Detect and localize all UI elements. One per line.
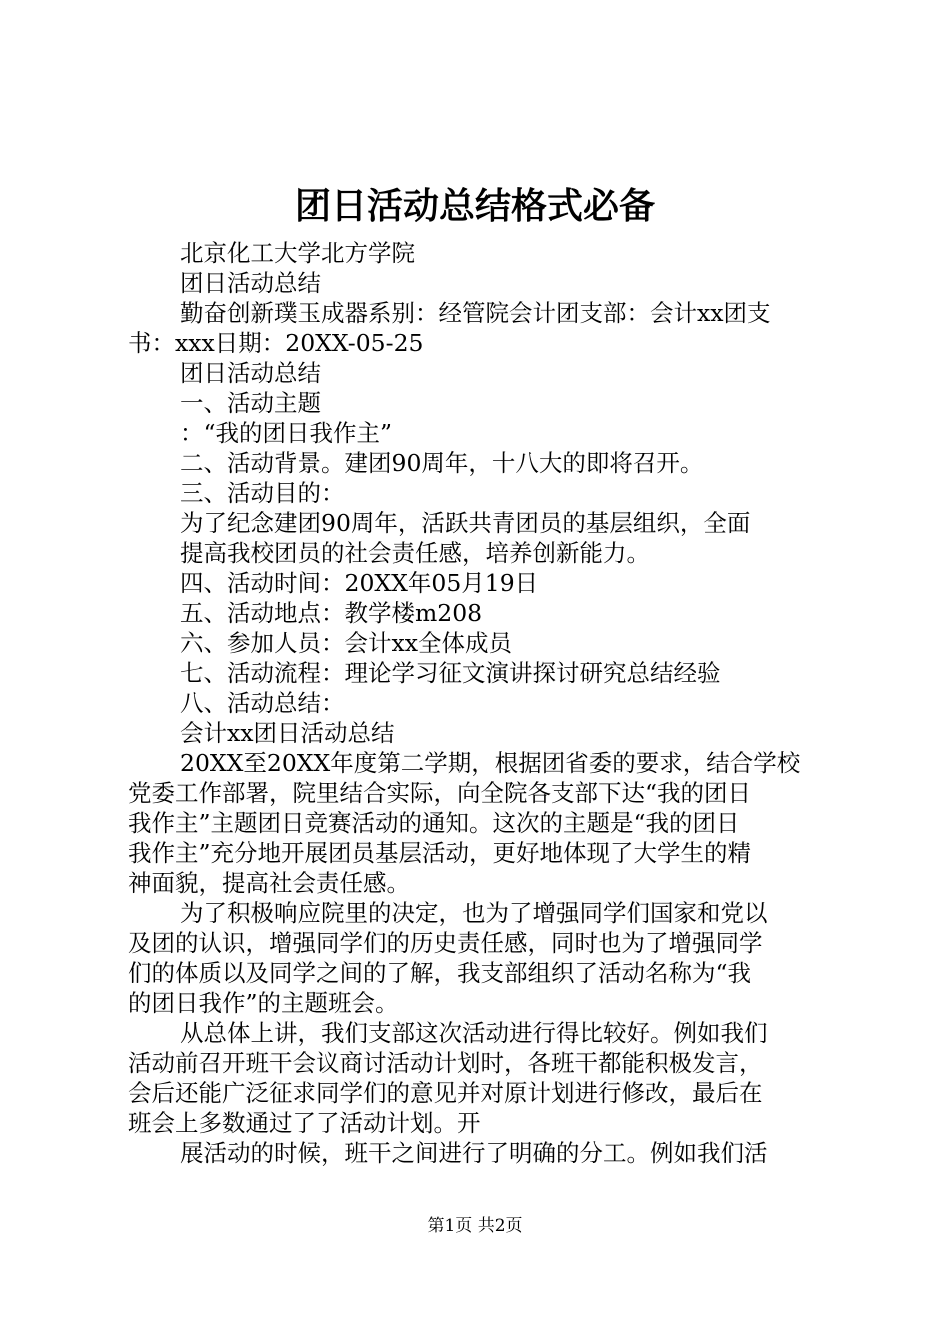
body-line: 展活动的时候，班干之间进行了明确的分工。例如我们活 xyxy=(180,1139,768,1167)
body-line: 会后还能广泛征求同学们的意见并对原计划进行修改，最后在 xyxy=(128,1079,763,1107)
body-line: 我作主”主题团日竞赛活动的通知。这次的主题是“我的团日 xyxy=(128,809,740,837)
body-line: 党委工作部署，院里结合实际，向全院各支部下达“我的团日 xyxy=(128,779,752,807)
body-line: 从总体上讲，我们支部这次活动进行得比较好。例如我们 xyxy=(180,1019,768,1047)
body-line: 会计xx团日活动总结 xyxy=(180,719,395,747)
page-number-footer: 第1页 共2页 xyxy=(427,1216,523,1236)
body-line: 20XX至20XX年度第二学期，根据团省委的要求，结合学校 xyxy=(180,749,801,777)
body-line: 一、活动主题 xyxy=(180,389,321,417)
body-line: 三、活动目的： xyxy=(180,479,345,507)
document-title: 团日活动总结格式必备 xyxy=(294,186,655,227)
body-line: 活动前召开班干会议商讨活动计划时，各班干都能积极发言， xyxy=(128,1049,763,1077)
body-line: 七、活动流程：理论学习征文演讲探讨研究总结经验 xyxy=(180,659,721,687)
body-line: 我作主”充分地开展团员基层活动，更好地体现了大学生的精 xyxy=(128,839,752,867)
body-line: 五、活动地点：教学楼m208 xyxy=(180,599,483,627)
body-line: 为了积极响应院里的决定，也为了增强同学们国家和党以 xyxy=(180,899,768,927)
body-line: 及团的认识，增强同学们的历史责任感，同时也为了增强同学 xyxy=(128,929,763,957)
body-line: 北京化工大学北方学院 xyxy=(180,239,415,267)
body-line: 班会上多数通过了了活动计划。开 xyxy=(128,1109,481,1137)
body-line: 勤奋创新璞玉成器系别：经管院会计团支部：会计xx团支 xyxy=(180,299,771,327)
body-line: 四、活动时间：20XX年05月19日 xyxy=(180,569,539,597)
body-line: 团日活动总结 xyxy=(180,269,321,297)
body-line: 神面貌，提高社会责任感。 xyxy=(128,869,410,897)
body-line: ：“我的团日我作主” xyxy=(180,419,393,447)
body-line: 提高我校团员的社会责任感，培养创新能力。 xyxy=(180,539,650,567)
body-line: 八、活动总结： xyxy=(180,689,345,717)
body-line: 的团日我作”的主题班会。 xyxy=(128,989,399,1017)
body-line: 书：xxx日期：20XX-05-25 xyxy=(128,329,424,357)
body-line: 二、活动背景。建团90周年，十八大的即将召开。 xyxy=(180,449,704,477)
document-body xyxy=(128,238,832,1168)
body-line: 们的体质以及同学之间的了解，我支部组织了活动名称为“我 xyxy=(128,959,752,987)
body-line: 六、参加人员：会计xx全体成员 xyxy=(180,629,513,657)
body-line: 为了纪念建团90周年，活跃共青团员的基层组织，全面 xyxy=(180,509,751,537)
body-line: 团日活动总结 xyxy=(180,359,321,387)
